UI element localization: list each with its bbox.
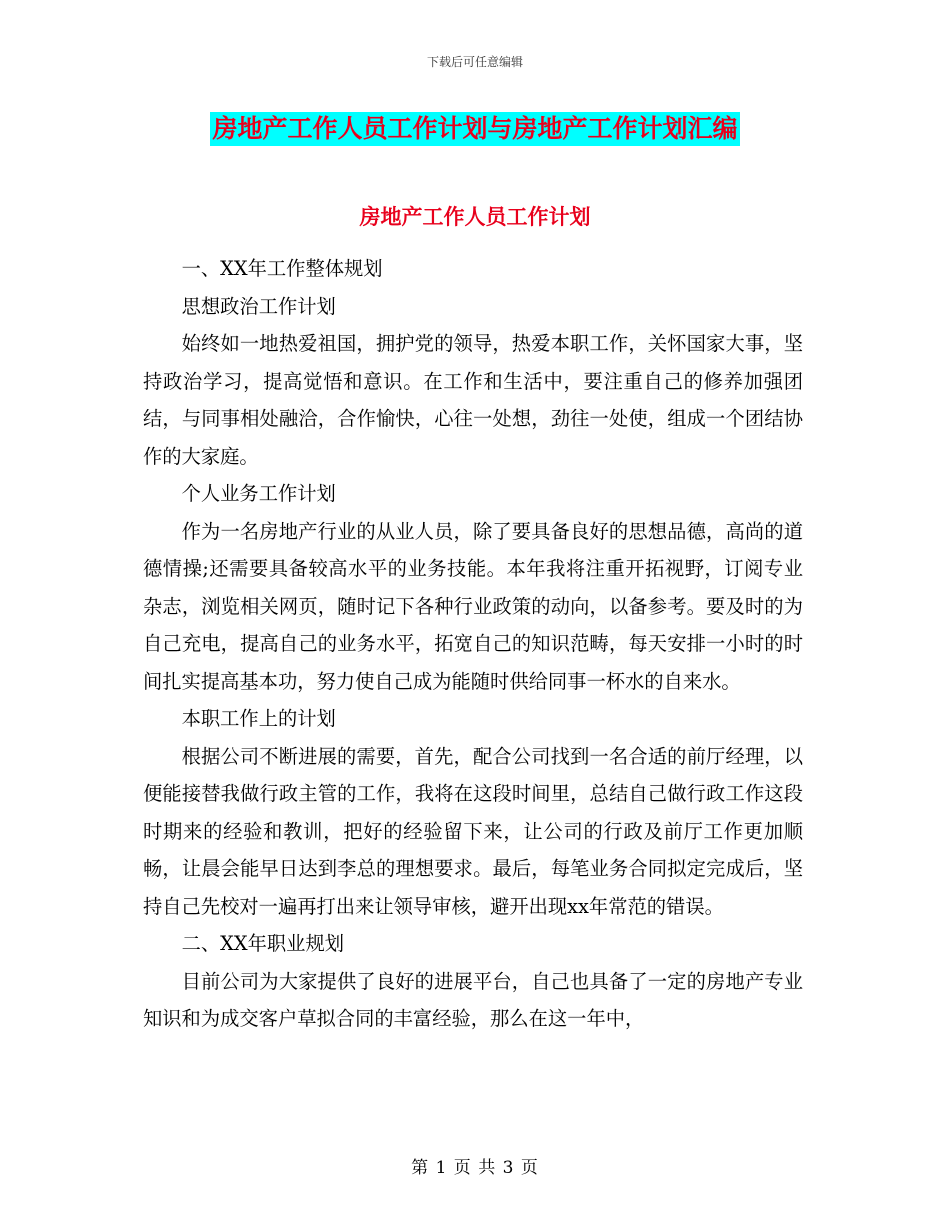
paragraph-duty: 根据公司不断进展的需要，首先，配合公司找到一名合适的前厅经理，以便能接替我做行政主管的工作，我将在这段时间里，总结自己做行政工作这段时期来的经验和教训，把好的经验留下来，让公司的行政及前厅工作更加顺畅，让晨会能早日达到李总的理想要求。最后，每笔业务合同拟定完成后，坚持自己先校对一遍再打出来让领导审核，避开出现xx年常范的错误。 [143,744,803,918]
sub-heading-duty: 本职工作上的计划 [181,707,336,730]
document-body [143,222,803,1038]
sub-heading-business: 个人业务工作计划 [181,482,336,505]
section-heading-1: 一、XX年工作整体规划 [181,257,383,280]
paragraph-career: 目前公司为大家提供了良好的进展平台，自己也具备了一定的房地产专业知识和为成交客户草拟合同的丰富经验，那么在这一年中， [143,969,803,1030]
main-title-wrap [0,112,950,146]
paragraph-political: 始终如一地热爱祖国，拥护党的领导，热爱本职工作，关怀国家大事，坚持政治学习，提高觉悟和意识。在工作和生活中，要注重自己的修养加强团结，与同事相处融洽，合作愉快，心往一处想，劲往一处使，组成一个团结协作的大家庭。 [143,332,803,468]
section-heading-2: 二、XX年职业规划 [181,932,345,955]
paragraph-business: 作为一名房地产行业的从业人员，除了要具备良好的思想品德，高尚的道德情操;还需要具备较高水平的业务技能。本年我将注重开拓视野，订阅专业杂志，浏览相关网页，随时记下各种行业政策的动向，以备参考。要及时的为自己充电，提高自己的业务水平，拓宽自己的知识范畴，每天安排一小时的时间扎实提高基本功，努力使自己成为能随时供给同事一杯水的自来水。 [143,519,803,693]
sub-title: 房地产工作人员工作计划 [359,205,591,229]
page-footer: 第 1 页 共 3 页 [411,1158,539,1178]
header-note: 下载后可任意编辑 [426,55,523,69]
sub-heading-political: 思想政治工作计划 [181,294,336,318]
main-title: 房地产工作人员工作计划与房地产工作计划汇编 [210,112,739,146]
